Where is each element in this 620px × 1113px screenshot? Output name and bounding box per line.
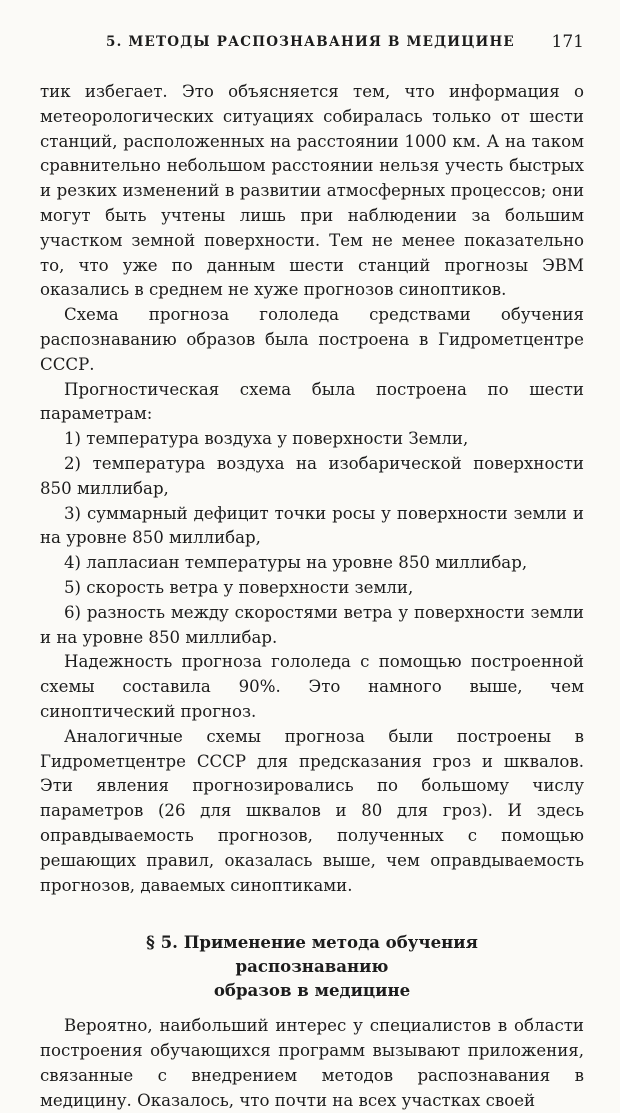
body-text xyxy=(40,80,584,898)
paragraph-icing-scheme: Схема прогноза гололеда средствами обучения распознаванию образов была построена в Гидрометцентре СССР. xyxy=(40,305,584,374)
paragraph-parameters-intro: Прогностическая схема была построена по шести параметрам: xyxy=(40,379,584,424)
running-title: 5. МЕТОДЫ РАСПОЗНАВАНИЯ В МЕДИЦИНЕ xyxy=(106,34,515,50)
section-body xyxy=(40,1014,584,1113)
section-heading-line-2: образов в медицине xyxy=(213,980,411,1001)
paragraph-medicine: Вероятно, наибольший интерес у специалистов в области построения обучающихся программ вызывают приложения, связанные с внедрением методов распознавания в медицину. Оказалось, что почти на всех участках своей xyxy=(40,1016,584,1110)
section-heading-line-1: § 5. Применение метода обучения распознаванию xyxy=(146,932,478,977)
paragraph-storms: Аналогичные схемы прогноза были построены в Гидрометцентре СССР для предсказания гроз и шквалов. Эти явления прогнозировались по большому числу параметров (26 для шквалов и 80 для гроз). И здесь оправдываемость прогнозов, полученных с помощью решающих правил, оказалась выше, чем оправдываемость прогнозов, даваемых синоптиками. xyxy=(40,726,584,895)
list-item-parameter-5: 5) скорость ветра у поверхности земли, xyxy=(64,577,414,597)
paragraph-reliability: Надежность прогноза гололеда с помощью построенной схемы составила 90%. Это намного выше, чем синоптический прогноз. xyxy=(40,652,584,721)
page-number: 171 xyxy=(551,32,584,52)
list-item-parameter-1: 1) температура воздуха у поверхности Земли, xyxy=(64,429,469,449)
list-item-parameter-6: 6) разность между скоростями ветра у поверхности земли и на уровне 850 миллибар. xyxy=(40,602,584,647)
list-item-parameter-4: 4) лапласиан температуры на уровне 850 миллибар, xyxy=(64,553,528,573)
paragraph-continuation: тик избегает. Это объясняется тем, что информация о метеорологических ситуациях собиралась только от шести станций, расположенных на расстоянии 1000 км. А на таком сравнительно небольшом расстоянии нельзя учесть быстрых и резких изменений в развитии атмосферных процессов; они могут быть учтены лишь при наблюдении за большим участком земной поверхности. Тем не менее показательно то, что уже по данным шести станций прогнозы ЭВМ оказались в среднем не хуже прогнозов синоптиков. xyxy=(40,82,584,300)
running-header xyxy=(40,34,584,56)
list-item-parameter-3: 3) суммарный дефицит точки росы у поверхности земли и на уровне 850 миллибар, xyxy=(40,503,584,548)
list-item-parameter-2: 2) температура воздуха на изобарической поверхности 850 миллибар, xyxy=(40,453,584,498)
section-heading xyxy=(40,930,584,1002)
